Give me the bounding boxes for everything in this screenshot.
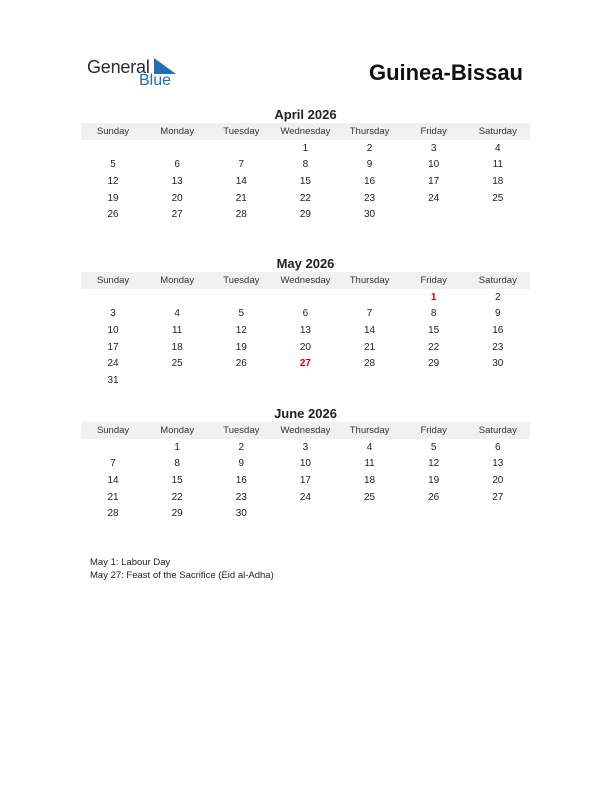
holiday-day-cell: 27	[299, 358, 311, 370]
day-cell: 11	[171, 324, 183, 336]
day-cell: 26	[107, 209, 119, 221]
month-april	[81, 106, 530, 223]
weekday-label: Saturday	[478, 275, 517, 286]
day-cell: 25	[364, 491, 376, 503]
day-cell: 29	[171, 508, 183, 520]
day-cell: 1	[302, 142, 309, 154]
day-cell: 30	[364, 209, 376, 221]
day-cell: 6	[174, 159, 180, 171]
day-cell: 5	[430, 441, 437, 453]
weekday-header-row	[81, 422, 530, 439]
week-row	[81, 289, 530, 306]
day-cell: 2	[495, 291, 501, 303]
week-row	[81, 439, 530, 456]
day-cell: 27	[492, 491, 504, 503]
day-cell: 20	[171, 192, 183, 204]
day-cell: 5	[110, 159, 116, 171]
weekday-label: Friday	[420, 275, 447, 286]
day-cell: 8	[430, 308, 437, 320]
day-cell: 31	[107, 374, 119, 386]
day-cell: 25	[492, 192, 504, 204]
day-cell: 6	[302, 308, 309, 320]
week-row	[81, 505, 530, 522]
day-cell: 13	[492, 458, 504, 470]
weekday-label: Sunday	[96, 126, 130, 137]
day-cell: 22	[171, 491, 183, 503]
weekday-header-row	[81, 272, 530, 289]
month-june	[81, 405, 530, 522]
day-cell: 7	[110, 458, 116, 470]
day-cell: 7	[238, 159, 245, 171]
day-cell: 23	[364, 192, 376, 204]
day-cell: 19	[235, 341, 247, 353]
day-cell: 12	[235, 324, 247, 336]
weekday-label: Thursday	[349, 425, 390, 436]
day-cell: 23	[235, 491, 247, 503]
day-cell: 26	[428, 491, 440, 503]
day-cell: 16	[364, 175, 376, 187]
holiday-day-cell: 1	[430, 291, 437, 303]
week-row	[81, 173, 530, 190]
weekday-label: Tuesday	[223, 275, 260, 286]
day-cell: 25	[171, 358, 183, 370]
day-cell: 14	[364, 324, 376, 336]
day-cell: 18	[364, 474, 376, 486]
day-cell: 21	[107, 491, 119, 503]
day-cell: 2	[366, 142, 373, 154]
day-cell: 17	[299, 474, 311, 486]
weekday-label: Wednesday	[280, 126, 331, 137]
day-cell: 17	[428, 175, 440, 187]
weekday-label: Tuesday	[223, 126, 260, 137]
week-row	[81, 339, 530, 356]
day-cell: 1	[174, 441, 180, 453]
day-cell: 16	[492, 324, 504, 336]
weekday-label: Wednesday	[280, 275, 331, 286]
day-cell: 15	[428, 324, 440, 336]
day-cell: 10	[428, 159, 440, 171]
week-row	[81, 206, 530, 223]
day-cell: 3	[302, 441, 309, 453]
day-cell: 19	[107, 192, 119, 204]
day-cell: 10	[299, 458, 311, 470]
weekday-label: Monday	[160, 425, 195, 436]
day-cell: 8	[174, 458, 180, 470]
day-cell: 12	[107, 175, 119, 187]
day-cell: 18	[171, 341, 183, 353]
day-cell: 28	[364, 358, 376, 370]
day-cell: 28	[107, 508, 119, 520]
day-cell: 13	[299, 324, 311, 336]
day-cell: 14	[235, 175, 247, 187]
day-cell: 16	[235, 474, 247, 486]
week-row	[81, 140, 530, 157]
day-cell: 17	[107, 341, 119, 353]
weekday-label: Friday	[420, 425, 447, 436]
month-may	[81, 255, 530, 389]
holiday-note: May 1: Labour Day	[90, 557, 171, 568]
day-cell: 4	[495, 142, 501, 154]
day-cell: 18	[492, 175, 504, 187]
day-cell: 30	[492, 358, 504, 370]
day-cell: 6	[495, 441, 501, 453]
day-cell: 3	[110, 308, 116, 320]
weekday-label: Wednesday	[280, 425, 331, 436]
day-cell: 11	[492, 159, 503, 171]
day-cell: 5	[238, 308, 245, 320]
day-cell: 20	[492, 474, 504, 486]
day-cell: 9	[238, 458, 245, 470]
day-cell: 12	[428, 458, 440, 470]
day-cell: 24	[428, 192, 440, 204]
week-row	[81, 306, 530, 323]
day-cell: 20	[299, 341, 311, 353]
weekday-label: Sunday	[96, 425, 130, 436]
day-cell: 9	[366, 159, 373, 171]
day-cell: 19	[428, 474, 440, 486]
day-cell: 29	[428, 358, 440, 370]
week-row	[81, 472, 530, 489]
week-row	[81, 157, 530, 174]
day-cell: 29	[299, 209, 311, 221]
day-cell: 27	[171, 209, 183, 221]
week-row	[81, 190, 530, 207]
weekday-label: Tuesday	[223, 425, 260, 436]
day-cell: 22	[428, 341, 440, 353]
week-row	[81, 456, 530, 473]
logo	[87, 57, 187, 91]
weekday-header-row	[81, 123, 530, 140]
week-row	[81, 489, 530, 506]
day-cell: 21	[364, 341, 376, 353]
weekday-label: Saturday	[478, 425, 517, 436]
day-cell: 4	[174, 308, 180, 320]
week-row	[81, 355, 530, 372]
day-cell: 21	[235, 192, 247, 204]
day-cell: 9	[495, 308, 501, 320]
month-title: June 2026	[274, 406, 337, 421]
day-cell: 13	[171, 175, 183, 187]
day-cell: 14	[107, 474, 119, 486]
day-cell: 8	[302, 159, 309, 171]
day-cell: 28	[235, 209, 247, 221]
week-row	[81, 322, 530, 339]
logo-general-text: General	[87, 57, 150, 77]
holiday-note: May 27: Feast of the Sacrifice (Eid al-Adha)	[90, 570, 274, 581]
day-cell: 23	[492, 341, 504, 353]
weekday-label: Monday	[160, 275, 195, 286]
logo-blue-text: Blue	[139, 72, 172, 89]
day-cell: 11	[364, 458, 375, 470]
day-cell: 24	[299, 491, 311, 503]
week-row	[81, 372, 530, 389]
day-cell: 24	[107, 358, 119, 370]
day-cell: 15	[171, 474, 183, 486]
month-title: May 2026	[276, 256, 335, 271]
day-cell: 4	[366, 441, 373, 453]
holiday-notes	[90, 556, 274, 582]
weekday-label: Monday	[160, 126, 195, 137]
day-cell: 22	[299, 192, 311, 204]
day-cell: 2	[238, 441, 245, 453]
day-cell: 26	[235, 358, 247, 370]
day-cell: 10	[107, 324, 119, 336]
weekday-label: Sunday	[96, 275, 130, 286]
day-cell: 3	[430, 142, 437, 154]
day-cell: 15	[299, 175, 311, 187]
day-cell: 7	[366, 308, 373, 320]
weekday-label: Thursday	[349, 275, 390, 286]
month-title: April 2026	[274, 107, 337, 122]
weekday-label: Thursday	[349, 126, 390, 137]
weekday-label: Friday	[420, 126, 447, 137]
weekday-label: Saturday	[478, 126, 517, 137]
day-cell: 30	[235, 508, 247, 520]
country-title: Guinea-Bissau	[368, 60, 523, 85]
